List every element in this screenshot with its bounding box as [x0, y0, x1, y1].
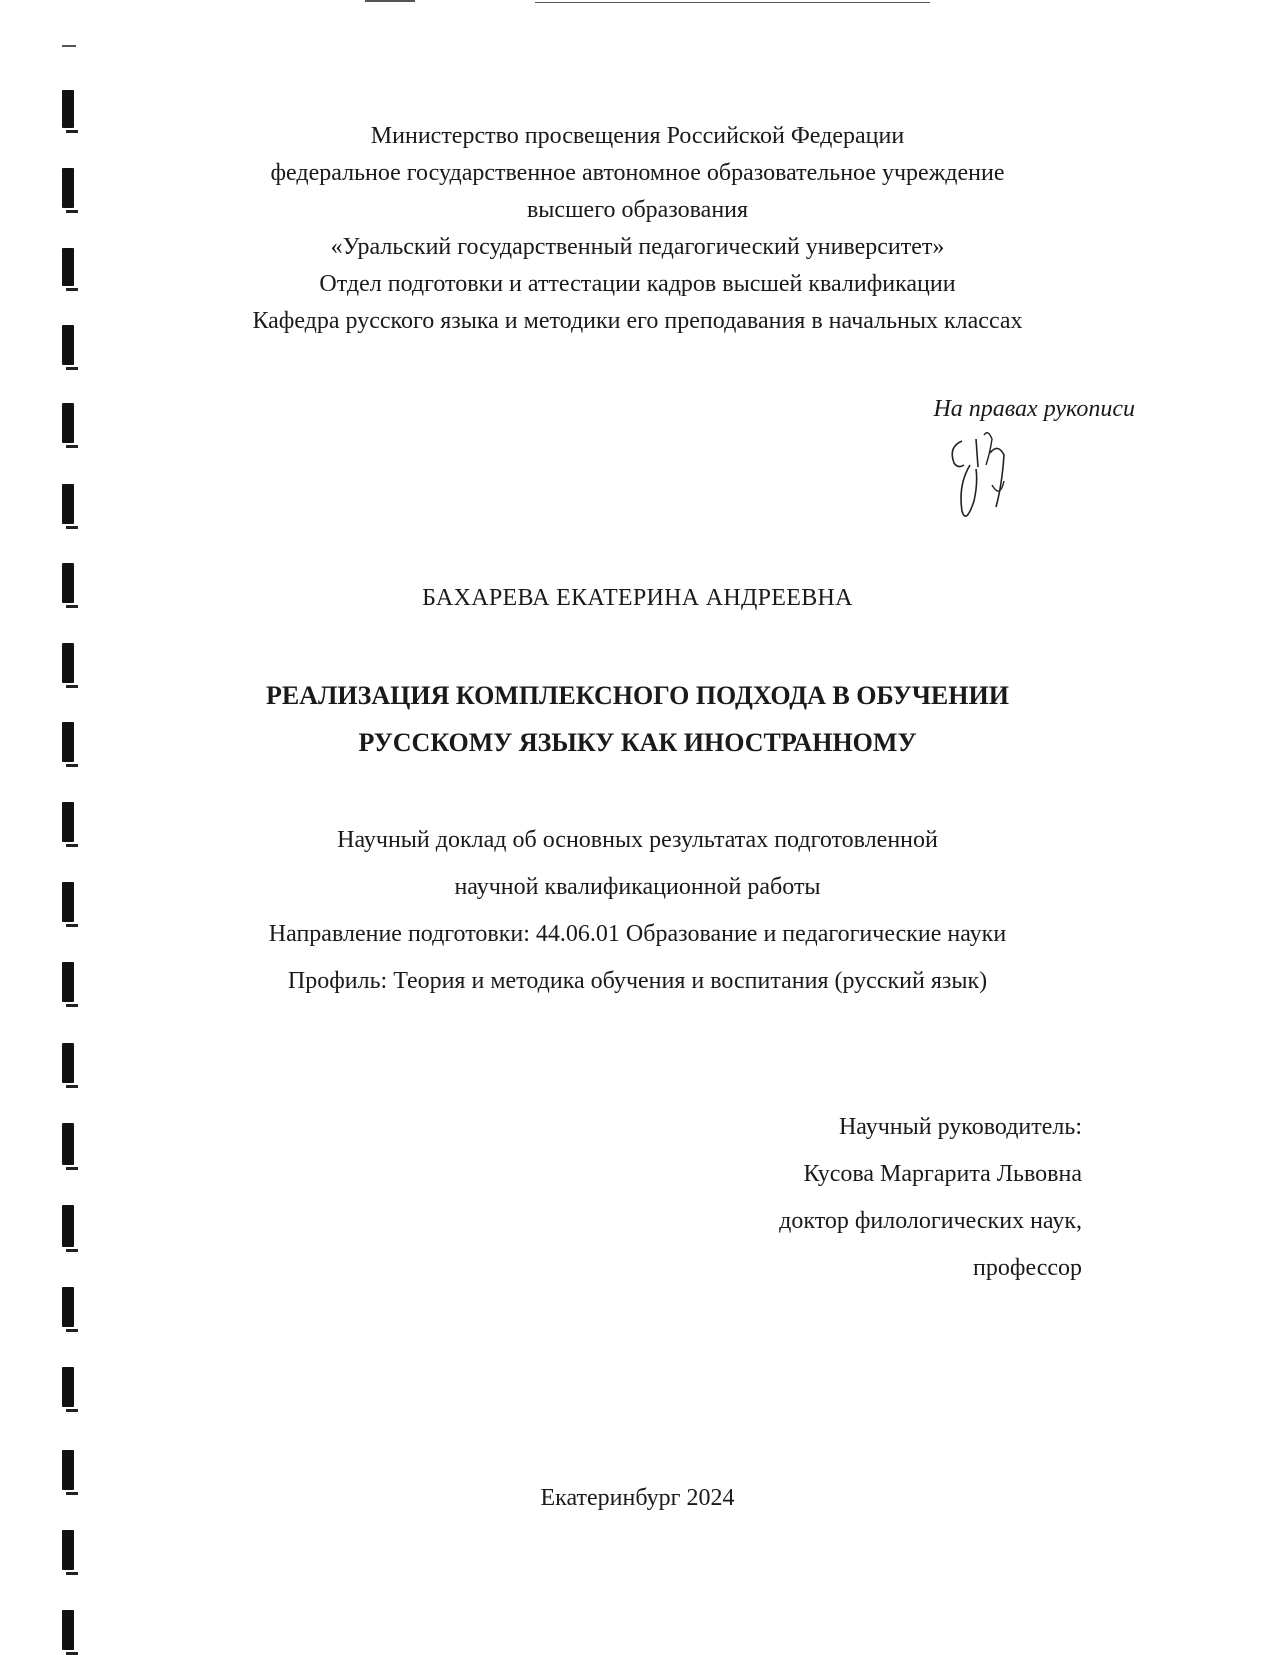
report-line: Профиль: Теория и методика обучения и воспитания (русский язык) — [287, 968, 988, 994]
binding-hole — [62, 1530, 74, 1570]
document-title — [0, 672, 1275, 766]
header-line: высшего образования — [526, 197, 749, 223]
supervisor-line: Научный руководитель: — [838, 1114, 1082, 1140]
supervisor-block — [779, 1104, 1082, 1292]
binding-hole — [62, 1610, 74, 1650]
author-name: БАХАРЕВА ЕКАТЕРИНА АНДРЕЕВНА — [422, 585, 853, 611]
binding-hole — [62, 1450, 74, 1490]
title-line: РЕАЛИЗАЦИЯ КОМПЛЕКСНОГО ПОДХОДА В ОБУЧЕНИИ — [266, 681, 1009, 710]
binding-hole — [62, 484, 74, 524]
city-year: Екатеринбург 2024 — [540, 1485, 735, 1511]
institution-header — [0, 118, 1275, 340]
report-line: научной квалификационной работы — [454, 874, 821, 900]
handwritten-signature — [940, 425, 1030, 535]
manuscript-note: На правах рукописи — [933, 396, 1135, 422]
scan-artifact-line — [535, 2, 930, 3]
binding-hole — [62, 1287, 74, 1327]
header-line: федеральное государственное автономное образовательное учреждение — [270, 160, 1005, 186]
supervisor-line: Кусова Маргарита Львовна — [803, 1161, 1082, 1187]
supervisor-line: доктор филологических наук, — [779, 1208, 1082, 1234]
scan-artifact-line — [365, 0, 415, 2]
header-line: «Уральский государственный педагогический университет» — [330, 234, 945, 260]
binding-hole — [62, 403, 74, 443]
header-line: Кафедра русского языка и методики его преподавания в начальных классах — [252, 308, 1023, 334]
supervisor-line: профессор — [973, 1255, 1082, 1281]
report-description — [0, 817, 1275, 1005]
binding-hole — [62, 1123, 74, 1165]
title-line: РУССКОМУ ЯЗЫКУ КАК ИНОСТРАННОМУ — [358, 728, 917, 757]
header-line: Министерство просвещения Российской Федерации — [370, 123, 905, 149]
binding-hole — [62, 1367, 74, 1407]
report-line: Направление подготовки: 44.06.01 Образование и педагогические науки — [268, 921, 1007, 947]
binding-hole — [62, 1043, 74, 1083]
header-line: Отдел подготовки и аттестации кадров высшей квалификации — [319, 271, 956, 297]
report-line: Научный доклад об основных результатах подготовленной — [337, 827, 938, 853]
binding-hole — [62, 1205, 74, 1247]
